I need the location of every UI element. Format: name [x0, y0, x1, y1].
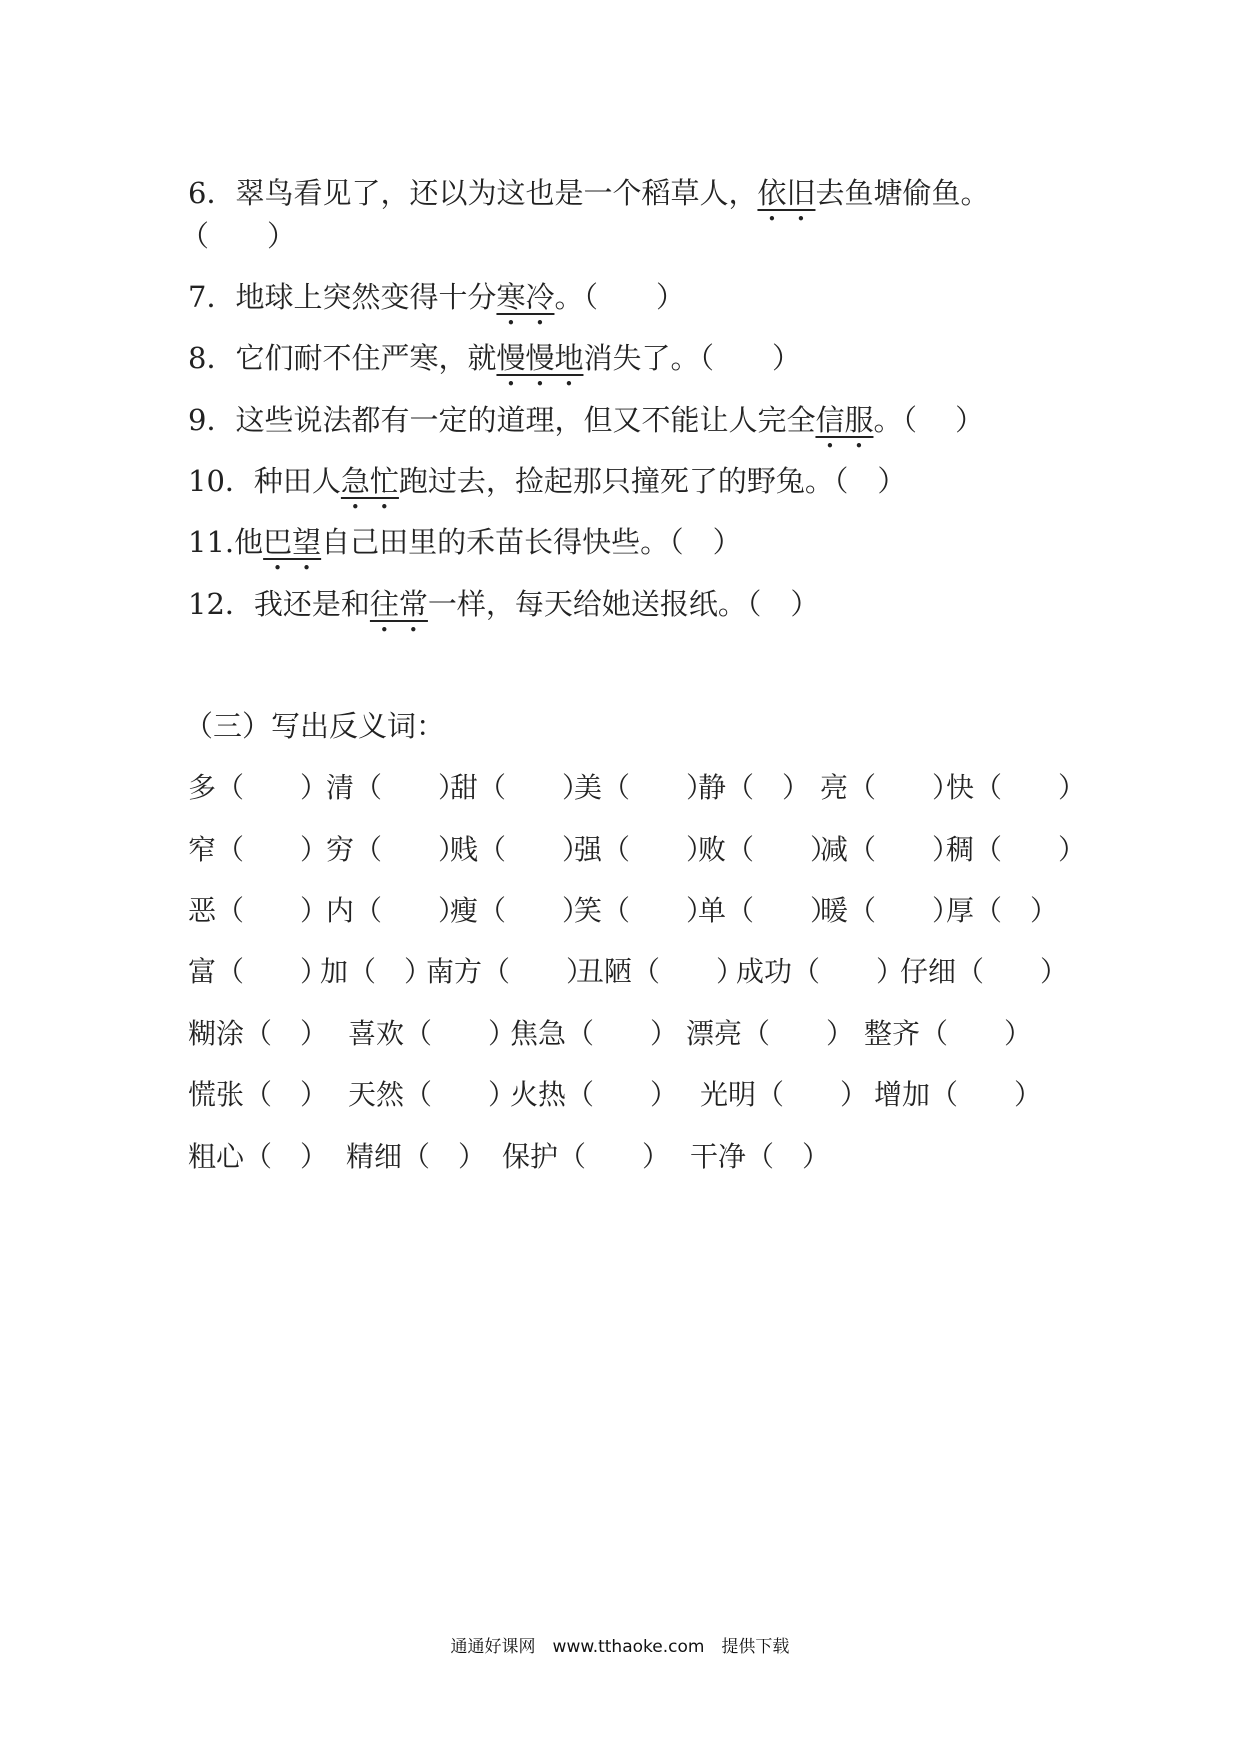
emphasized-word: 慢慢地	[496, 341, 584, 375]
question-8: 8．它们耐不住严寒，就慢慢地消失了。（ ）	[188, 341, 801, 375]
question-11: 11.他巴望自己田里的禾苗长得快些。（ ）	[188, 525, 742, 559]
antonym-item: 贱（ ）	[450, 833, 591, 866]
emphasized-word: 信服	[815, 403, 874, 437]
antonym-item: 增加（ ）	[874, 1078, 1043, 1111]
antonym-item: 内（ ）	[326, 894, 467, 927]
antonym-item: 窄（ ）	[188, 833, 329, 866]
antonym-item: 恶（ ）	[188, 894, 329, 927]
antonym-row	[188, 1137, 831, 1337]
antonym-item: 南方（ ）	[426, 955, 595, 988]
antonym-item: 整齐（ ）	[864, 1017, 1033, 1050]
antonym-item: 减（ ）	[820, 833, 961, 866]
antonym-item: 亮（ ）	[820, 771, 961, 804]
antonym-item: 焦急（ ）	[510, 1017, 679, 1050]
emphasized-word: 往常	[369, 587, 428, 621]
antonym-item: 糊涂（ ）	[188, 1017, 329, 1050]
antonym-item: 穷（ ）	[326, 833, 467, 866]
emphasized-word: 寒冷	[496, 280, 555, 314]
antonym-item: 精细（ ）	[346, 1140, 487, 1173]
antonym-item: 败（ ）	[698, 833, 839, 866]
question-7: 7．地球上突然变得十分寒冷。（ ）	[188, 280, 685, 314]
antonym-item: 干净（ ）	[690, 1140, 831, 1173]
page-footer: 通通好课网 www.tthaoke.com 提供下载	[450, 1637, 790, 1657]
antonym-item: 漂亮（ ）	[686, 1017, 855, 1050]
question-6: 6．翠鸟看见了，还以为这也是一个稻草人，依旧去鱼塘偷鱼。	[188, 176, 990, 210]
antonym-item: 甜（ ）	[450, 771, 591, 804]
question-12: 12．我还是和往常一样，每天给她送报纸。（ ）	[188, 587, 820, 621]
antonym-item: 厚（ ）	[946, 894, 1059, 927]
antonym-item: 粗心（ ）	[188, 1140, 329, 1173]
antonym-item: 稠（ ）	[946, 833, 1087, 866]
antonym-item: 单（ ）	[698, 894, 839, 927]
question-9: 9．这些说法都有一定的道理，但又不能让人完全信服。（ ）	[188, 403, 985, 437]
antonym-item: 慌张（ ）	[188, 1078, 329, 1111]
section-3-title: （三）写出反义词：	[184, 709, 446, 743]
antonym-item: 保护（ ）	[502, 1140, 671, 1173]
antonym-item: 喜欢（ ）	[348, 1017, 517, 1050]
antonym-item: 丑陋（ ）	[576, 955, 745, 988]
antonym-item: 仔细（ ）	[900, 955, 1069, 988]
antonym-item: 富（ ）	[188, 955, 329, 988]
antonym-item: 成功（ ）	[736, 955, 905, 988]
question-10: 10．种田人急忙跑过去，捡起那只撞死了的野兔。（ ）	[188, 464, 907, 498]
antonym-item: 快（ ）	[946, 771, 1087, 804]
antonym-item: 多（ ）	[188, 771, 329, 804]
antonym-item: 加（ ）	[320, 955, 433, 988]
emphasized-word: 巴望	[263, 525, 322, 559]
antonym-item: 笑（ ）	[574, 894, 715, 927]
antonym-item: 暖（ ）	[820, 894, 961, 927]
antonym-item: 火热（ ）	[510, 1078, 679, 1111]
antonym-item: 强（ ）	[574, 833, 715, 866]
question-6-answer-blank: （ ）	[180, 219, 297, 253]
antonym-item: 清（ ）	[326, 771, 467, 804]
antonym-item: 瘦（ ）	[450, 894, 591, 927]
antonym-item: 光明（ ）	[700, 1078, 869, 1111]
antonym-item: 天然（ ）	[348, 1078, 517, 1111]
antonym-item: 美（ ）	[574, 771, 715, 804]
emphasized-word: 急忙	[340, 464, 399, 498]
emphasized-word: 依旧	[757, 176, 816, 210]
antonym-item: 静（ ）	[698, 771, 811, 804]
